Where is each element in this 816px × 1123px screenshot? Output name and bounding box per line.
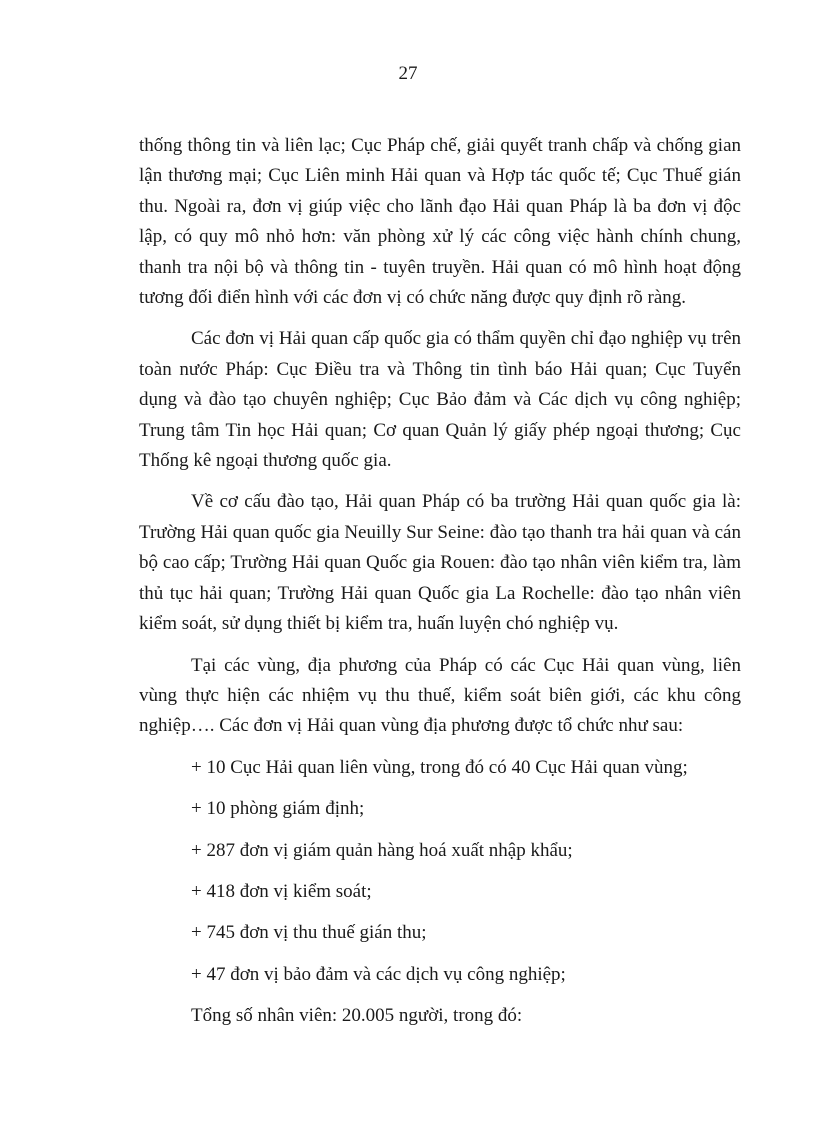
paragraph-regional-units: Tại các vùng, địa phương của Pháp có các Cục Hải quan vùng, liên vùng thực hiện các nhiệm vụ thu thuế, kiểm soát biên giới, các khu công nghiệp…. Các đơn vị Hải quan vùng địa phương được tổ chức như sau: bbox=[139, 654, 741, 737]
page-body bbox=[139, 131, 741, 1043]
total-staff-line: Tổng số nhân viên: 20.005 người, trong đó: bbox=[191, 1005, 523, 1027]
list-item-interregional-offices: + 10 Cục Hải quan liên vùng, trong đó có 40 Cục Hải quan vùng; bbox=[191, 756, 688, 778]
list-item-control-units: + 418 đơn vị kiểm soát; bbox=[191, 880, 372, 902]
paragraph-training-structure: Về cơ cấu đào tạo, Hải quan Pháp có ba trường Hải quan quốc gia là: Trường Hải quan quốc gia Neuilly Sur Seine: đào tạo thanh tra hải quan và cán bộ cao cấp; Trường Hải quan Quốc gia Rouen: đào tạo nhân viên kiểm tra, làm thủ tục hải quan; Trường Hải quan Quốc gia La Rochelle: đào tạo nhân viên kiểm soát, sử dụng thiết bị kiểm tra, huấn luyện chó nghiệp vụ. bbox=[139, 491, 741, 635]
paragraph-national-units: Các đơn vị Hải quan cấp quốc gia có thẩm quyền chỉ đạo nghiệp vụ trên toàn nước Pháp: Cục Điều tra và Thông tin tình báo Hải quan; Cục Tuyển dụng và đào tạo chuyên nghiệp; Cục Bảo đảm và Các dịch vụ công nghiệp; Trung tâm Tin học Hải quan; Cơ quan Quản lý giấy phép ngoại thương; Cục Thống kê ngoại thương quốc gia. bbox=[139, 328, 741, 472]
list-item-industrial-service-units: + 47 đơn vị bảo đảm và các dịch vụ công nghiệp; bbox=[191, 963, 566, 985]
list-item-goods-supervision-units: + 287 đơn vị giám quản hàng hoá xuất nhập khẩu; bbox=[191, 839, 573, 861]
list-item-indirect-tax-units: + 745 đơn vị thu thuế gián thu; bbox=[191, 922, 427, 944]
list-item-inspection-rooms: + 10 phòng giám định; bbox=[191, 798, 365, 820]
page-number: 27 bbox=[398, 63, 418, 84]
paragraph-continuation: thống thông tin và liên lạc; Cục Pháp chế, giải quyết tranh chấp và chống gian lận thương mại; Cục Liên minh Hải quan và Hợp tác quốc tế; Cục Thuế gián thu. Ngoài ra, đơn vị giúp việc cho lãnh đạo Hải quan Pháp là ba đơn vị độc lập, có quy mô nhỏ hơn: văn phòng xử lý các công việc hành chính chung, thanh tra nội bộ và thông tin - tuyên truyền. Hải quan có mô hình hoạt động tương đối điển hình với các đơn vị có chức năng được quy định rõ ràng. bbox=[139, 135, 741, 309]
